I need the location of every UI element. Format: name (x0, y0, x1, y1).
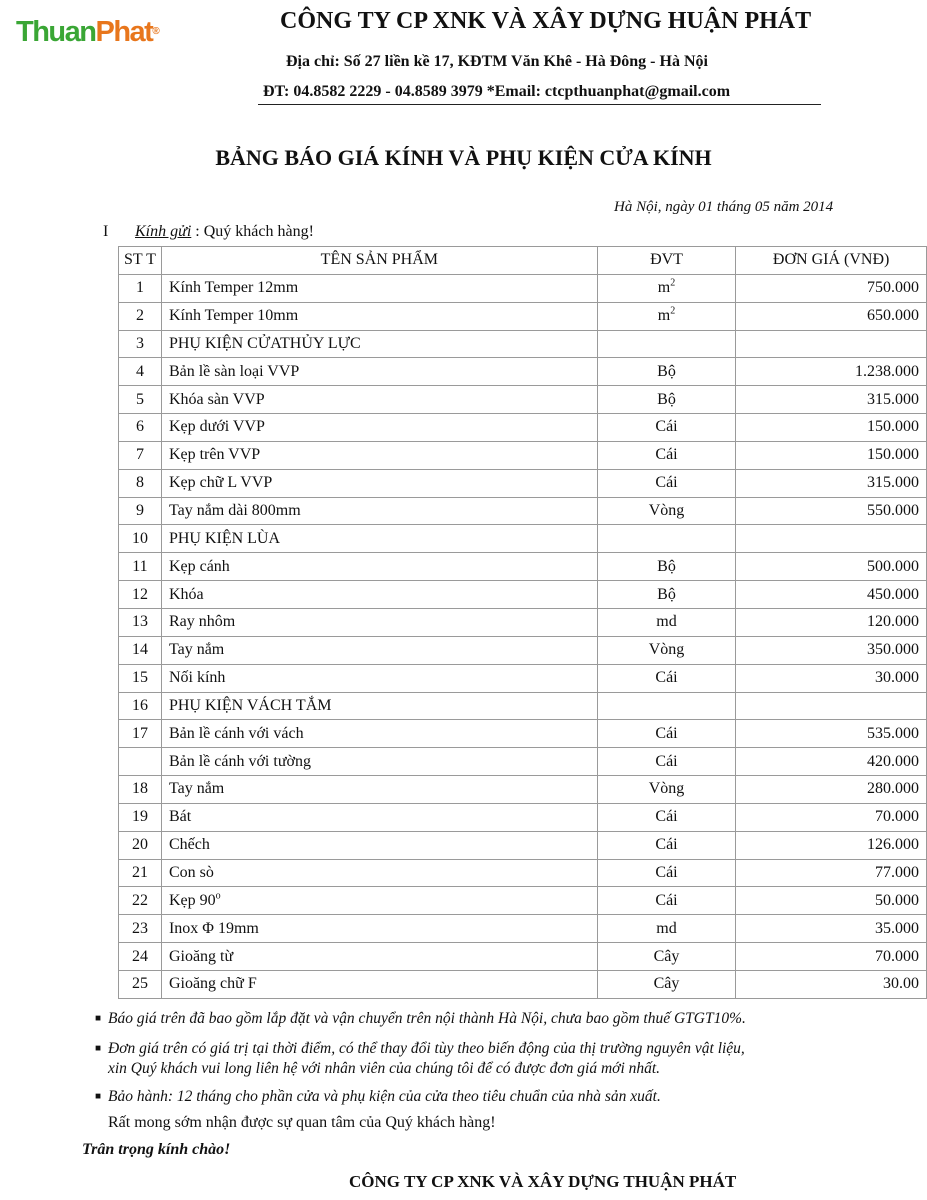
row-name: Bát (161, 803, 597, 831)
row-unit: Cái (597, 859, 736, 887)
row-name: Nối kính (161, 664, 597, 692)
recipient-line (135, 223, 314, 241)
table-row (119, 915, 927, 943)
row-price: 77.000 (736, 859, 927, 887)
row-price: 315.000 (736, 469, 927, 497)
row-price: 500.000 (736, 553, 927, 581)
row-no: 22 (119, 887, 162, 915)
table-row (119, 970, 927, 998)
row-no: 7 (119, 441, 162, 469)
row-price: 150.000 (736, 414, 927, 442)
table-row (119, 692, 927, 720)
row-price: 30.00 (736, 970, 927, 998)
row-price: 650.000 (736, 302, 927, 330)
row-name: Bản lề sàn loại VVP (161, 358, 597, 386)
row-unit: Vòng (597, 636, 736, 664)
row-unit: Bộ (597, 553, 736, 581)
row-unit: Bộ (597, 386, 736, 414)
table-row (119, 469, 927, 497)
table-row (119, 776, 927, 804)
row-no: 15 (119, 664, 162, 692)
row-name: Gioăng từ (161, 943, 597, 971)
row-name: Con sò (161, 859, 597, 887)
row-no: 19 (119, 803, 162, 831)
row-price: 550.000 (736, 497, 927, 525)
row-price: 50.000 (736, 887, 927, 915)
row-no: 23 (119, 915, 162, 943)
row-price (736, 692, 927, 720)
header-no: ST T (119, 247, 162, 275)
row-price: 126.000 (736, 831, 927, 859)
row-price: 750.000 (736, 274, 927, 302)
row-name: Khóa sàn VVP (161, 386, 597, 414)
row-unit: Cây (597, 970, 736, 998)
company-contact: ĐT: 04.8582 2229 - 04.8589 3979 *Email: ctcpthuanphat@gmail.com (263, 83, 731, 100)
row-name: PHỤ KIỆN LÙA (161, 525, 597, 553)
row-name: Kẹp trên VVP (161, 441, 597, 469)
row-unit: Cái (597, 887, 736, 915)
company-address: Địa chỉ: Số 27 liền kề 17, KĐTM Văn Khê - Hà Đông - Hà Nội (286, 53, 708, 70)
table-row (119, 831, 927, 859)
table-row (119, 943, 927, 971)
header-name: TÊN SẢN PHẨM (161, 247, 597, 275)
row-price: 35.000 (736, 915, 927, 943)
row-no: 17 (119, 720, 162, 748)
row-price (736, 330, 927, 358)
note-2-cont: xin Quý khách vui long liên hệ với nhân viên của chúng tôi để có được đơn giá mới nhất. (108, 1060, 661, 1077)
note-1: ■ Báo giá trên đã bao gồm lắp đặt và vận chuyển trên nội thành Hà Nội, chưa bao gồm thuế GTGT10%. (95, 1010, 746, 1027)
table-row (119, 553, 927, 581)
row-no: 2 (119, 302, 162, 330)
row-name: Tay nắm (161, 776, 597, 804)
row-unit: $m^2$ (597, 302, 736, 330)
row-name: Ray nhôm (161, 608, 597, 636)
table-row (119, 525, 927, 553)
signoff-company: CÔNG TY CP XNK VÀ XÂY DỰNG THUẬN PHÁT (349, 1172, 737, 1191)
document-title: BẢNG BÁO GIÁ KÍNH VÀ PHỤ KIỆN CỬA KÍNH (215, 145, 712, 170)
note-2: ■ Đơn giá trên có giá trị tại thời điểm, có thể thay đổi tùy theo biến động của thị trường nguyên vật liệu, (95, 1040, 745, 1057)
row-price: 450.000 (736, 581, 927, 609)
row-price: 420.000 (736, 748, 927, 776)
row-name: Chếch (161, 831, 597, 859)
recipient-text: : Quý khách hàng! (191, 223, 314, 240)
row-unit: Cây (597, 943, 736, 971)
row-price: 30.000 (736, 664, 927, 692)
row-no: 16 (119, 692, 162, 720)
row-no: 4 (119, 358, 162, 386)
section-number: I (103, 223, 109, 240)
row-unit (597, 525, 736, 553)
row-name: Kẹp chữ L VVP (161, 469, 597, 497)
row-name: Khóa (161, 581, 597, 609)
row-name: Bản lề cánh với tường (161, 748, 597, 776)
row-no: 12 (119, 581, 162, 609)
table-row (119, 386, 927, 414)
row-name: Tay nắm dài 800mm (161, 497, 597, 525)
row-name: Gioăng chữ F (161, 970, 597, 998)
row-price: 120.000 (736, 608, 927, 636)
row-name: Inox Φ 19mm (161, 915, 597, 943)
row-unit: Cái (597, 441, 736, 469)
row-no: 6 (119, 414, 162, 442)
header-divider (258, 104, 821, 105)
table-row (119, 859, 927, 887)
row-price: 70.000 (736, 803, 927, 831)
row-unit: Cái (597, 803, 736, 831)
row-name: Kính Temper 12mm (161, 274, 597, 302)
row-unit: Bộ (597, 581, 736, 609)
table-row (119, 581, 927, 609)
header-price: ĐƠN GIÁ (VNĐ) (736, 247, 927, 275)
row-no: 8 (119, 469, 162, 497)
row-no: 21 (119, 859, 162, 887)
row-unit (597, 692, 736, 720)
note-3: ■ Bảo hành: 12 tháng cho phần cửa và phụ kiện của cửa theo tiêu chuẩn của nhà sản xuất. (95, 1088, 661, 1105)
recipient-label: Kính gửi (135, 223, 192, 240)
row-no: 20 (119, 831, 162, 859)
row-unit: Cái (597, 664, 736, 692)
row-no: 24 (119, 943, 162, 971)
table-row (119, 414, 927, 442)
row-price: 315.000 (736, 386, 927, 414)
table-row (119, 302, 927, 330)
row-name: Kẹp 90$^o$ (161, 887, 597, 915)
row-unit: Cái (597, 831, 736, 859)
company-name: CÔNG TY CP XNK VÀ XÂY DỰNG HUẬN PHÁT (280, 8, 812, 34)
row-name: Bản lề cánh với vách (161, 720, 597, 748)
table-row (119, 441, 927, 469)
row-unit: md (597, 915, 736, 943)
row-no: 5 (119, 386, 162, 414)
row-no: 11 (119, 553, 162, 581)
table-row (119, 720, 927, 748)
row-no: 14 (119, 636, 162, 664)
table-row (119, 497, 927, 525)
row-unit: Cái (597, 720, 736, 748)
row-no: 1 (119, 274, 162, 302)
row-unit: $m^2$ (597, 274, 736, 302)
row-price: 70.000 (736, 943, 927, 971)
row-price: 350.000 (736, 636, 927, 664)
header-unit: ĐVT (597, 247, 736, 275)
table-row (119, 608, 927, 636)
table-row (119, 636, 927, 664)
company-logo: ThuanPhat® (16, 16, 160, 48)
row-name: PHỤ KIỆN CỬATHỦY LỰC (161, 330, 597, 358)
row-name: Kẹp cánh (161, 553, 597, 581)
row-price: 150.000 (736, 441, 927, 469)
table-row (119, 664, 927, 692)
row-unit: Bộ (597, 358, 736, 386)
greeting: Trân trọng kính chào! (82, 1141, 231, 1158)
row-price: 535.000 (736, 720, 927, 748)
price-table (118, 246, 927, 999)
row-no: 25 (119, 970, 162, 998)
row-unit: Cái (597, 469, 736, 497)
row-name: PHỤ KIỆN VÁCH TẮM (161, 692, 597, 720)
row-unit: Cái (597, 414, 736, 442)
row-name: Kẹp dưới VVP (161, 414, 597, 442)
row-unit: Vòng (597, 776, 736, 804)
table-row (119, 803, 927, 831)
row-price: 280.000 (736, 776, 927, 804)
table-row (119, 358, 927, 386)
table-row (119, 274, 927, 302)
row-no: 10 (119, 525, 162, 553)
row-no (119, 748, 162, 776)
closing-line: Rất mong sớm nhận được sự quan tâm của Quý khách hàng! (108, 1114, 496, 1131)
row-no: 3 (119, 330, 162, 358)
row-unit (597, 330, 736, 358)
row-name: Kính Temper 10mm (161, 302, 597, 330)
table-row (119, 887, 927, 915)
row-name: Tay nắm (161, 636, 597, 664)
table-row (119, 330, 927, 358)
document-date: Hà Nội, ngày 01 tháng 05 năm 2014 (614, 199, 834, 215)
row-no: 18 (119, 776, 162, 804)
row-price (736, 525, 927, 553)
row-no: 13 (119, 608, 162, 636)
row-unit: md (597, 608, 736, 636)
row-unit: Vòng (597, 497, 736, 525)
row-unit: Cái (597, 748, 736, 776)
table-row (119, 748, 927, 776)
row-no: 9 (119, 497, 162, 525)
row-price: 1.238.000 (736, 358, 927, 386)
table-header-row (119, 247, 927, 275)
